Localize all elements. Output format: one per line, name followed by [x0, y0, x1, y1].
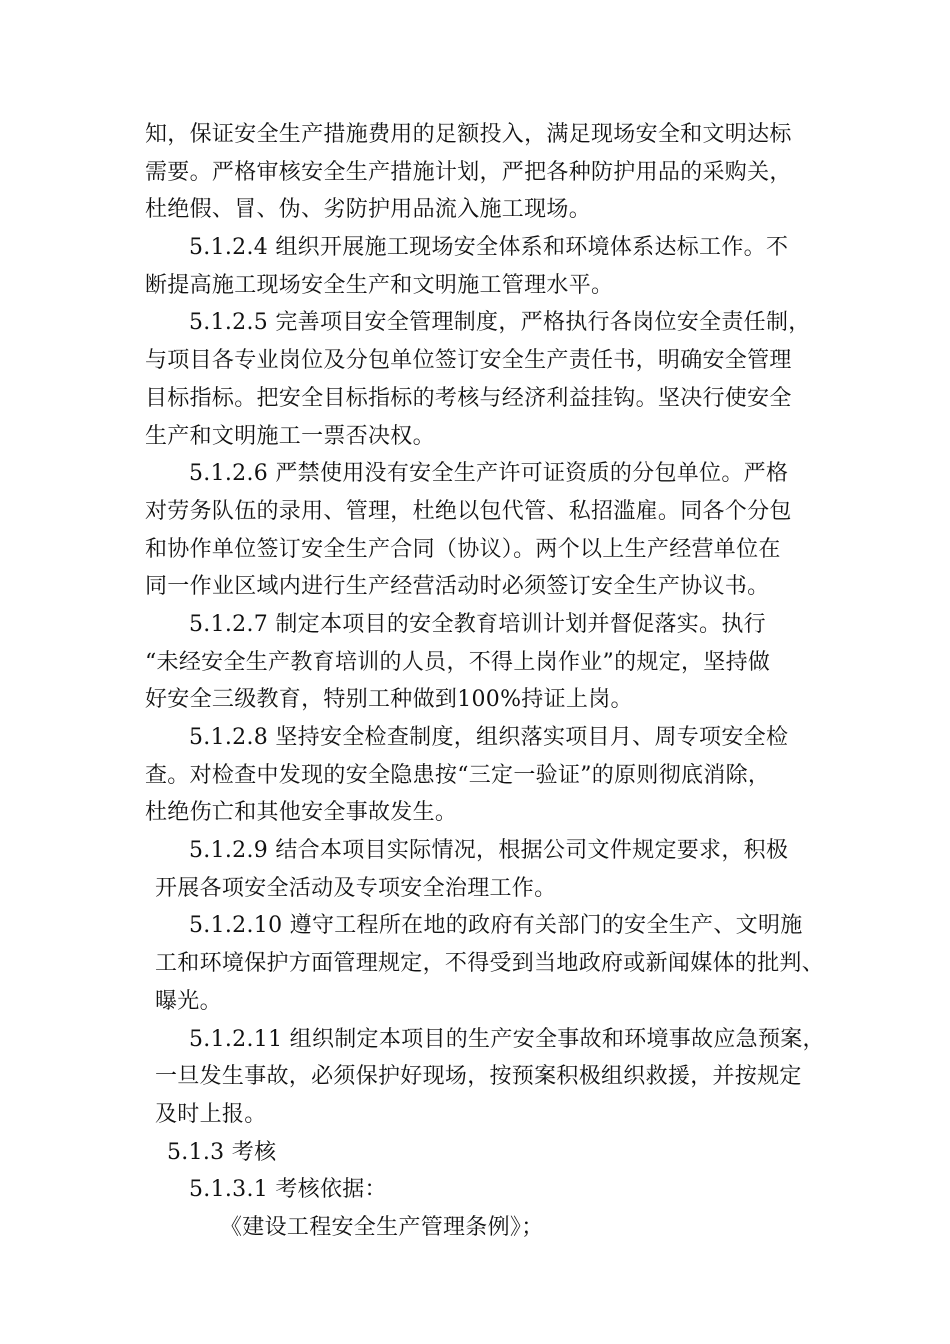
text-line: 工和环境保护方面管理规定，不得受到当地政府或新闻媒体的批判、	[155, 951, 825, 977]
text-line: 和协作单位签订安全生产合同（协议）。两个以上生产经营单位在	[145, 536, 781, 562]
text-line: 及时上报。	[155, 1101, 267, 1127]
text-line: 《建设工程安全生产管理条例》；	[220, 1214, 544, 1240]
text-line: 5.1.2.8 坚持安全检查制度，组织落实项目月、周专项安全检	[189, 725, 789, 750]
text-line: 生产和文明施工一票否决权。	[145, 423, 435, 449]
text-line: 查。对检查中发现的安全隐患按“三定一验证”的原则彻底消除，	[145, 762, 771, 788]
text-line: 一旦发生事故，必须保护好现场，按预案积极组织救援，并按规定	[155, 1064, 802, 1090]
text-line: 5.1.2.5 完善项目安全管理制度，严格执行各岗位安全责任制，	[189, 310, 811, 336]
text-line: 5.1.3.1 考核依据：	[189, 1177, 387, 1203]
text-line: 对劳务队伍的录用、管理，杜绝以包代管、私招滥雇。同各个分包	[145, 498, 792, 524]
text-line: 知，保证安全生产措施费用的足额投入，满足现场安全和文明达标	[145, 122, 792, 147]
text-line: 5.1.3 考核	[167, 1139, 277, 1165]
text-line: 5.1.2.6 严禁使用没有安全生产许可证资质的分包单位。严格	[189, 461, 789, 487]
text-line: 需要。严格审核安全生产措施计划，严把各种防护用品的采购关，	[145, 159, 792, 185]
text-line: 与项目各专业岗位及分包单位签订安全生产责任书，明确安全管理	[145, 348, 792, 374]
text-line: “未经安全生产教育培训的人员，不得上岗作业”的规定，坚持做	[145, 649, 771, 675]
text-line: 断提高施工现场安全生产和文明施工管理水平。	[145, 272, 614, 298]
text-line: 5.1.2.7 制定本项目的安全教育培训计划并督促落实。执行	[189, 611, 766, 637]
text-line: 5.1.2.9 结合本项目实际情况，根据公司文件规定要求，积极	[189, 838, 789, 864]
document-body	[145, 116, 825, 1247]
text-line: 曝光。	[155, 988, 222, 1014]
text-line: 目标指标。把安全目标指标的考核与经济利益挂钩。坚决行使安全	[145, 385, 792, 411]
text-line: 5.1.2.11 组织制定本项目的生产安全事故和环境事故应急预案，	[189, 1026, 825, 1052]
text-line: 好安全三级教育，特别工种做到100%持证上岗。	[145, 687, 633, 713]
text-line: 杜绝假、冒、伪、劣防护用品流入施工现场。	[145, 197, 592, 223]
text-line: 同一作业区域内进行生产经营活动时必须签订安全生产协议书。	[145, 574, 770, 600]
text-line: 杜绝伤亡和其他安全事故发生。	[145, 800, 458, 826]
text-line: 开展各项安全活动及专项安全治理工作。	[155, 875, 557, 901]
text-line: 5.1.2.4 组织开展施工现场安全体系和环境体系达标工作。不	[189, 235, 789, 261]
text-line: 5.1.2.10 遵守工程所在地的政府有关部门的安全生产、文明施	[189, 913, 803, 939]
